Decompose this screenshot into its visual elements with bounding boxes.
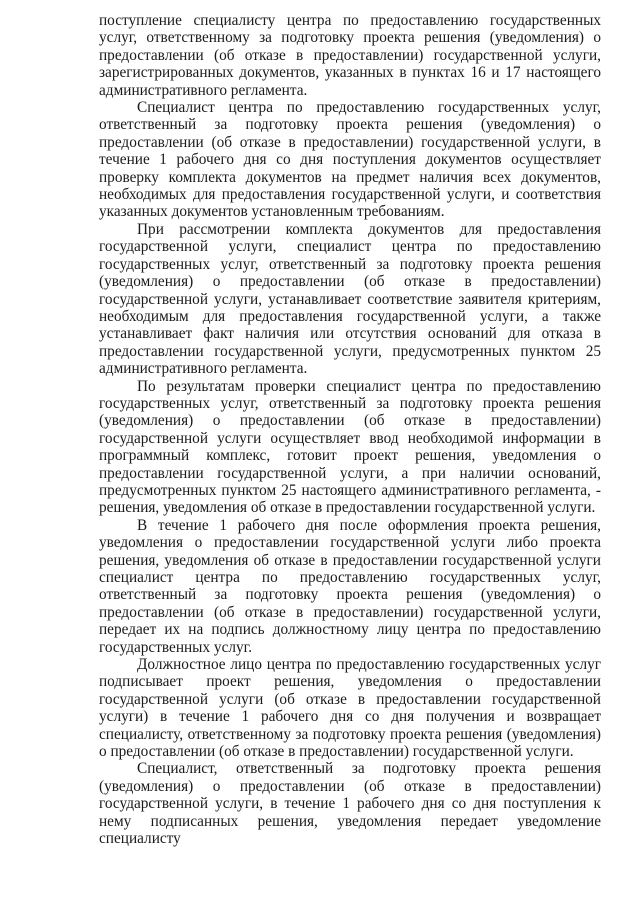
document-body [99,12,601,848]
paragraph-official-signs: Должностное лицо центра по предоставлению государственных услуг подписывает проект решения, уведомления о предоставлении государственной услуги (об отказе в предоставлении государственной услуги) в течение 1 рабочего дня со дня получения и возвращает специалисту, ответственному за подготовку проекта решения (уведомления) о предоставлении (об отказе в предоставлении) государственной услуги. [99,656,601,761]
paragraph-document-check: Специалист центра по предоставлению государственных услуг, ответственный за подготовку проекта решения (уведомления) о предоставлении (об отказе в предоставлении) государственной услуги, в течение 1 рабочего дня со дня поступления документов осуществляет проверку комплекта документов на предмет наличия всех документов, необходимых для предоставления государственной услуги, и соответствия указанных документов установленным требованиям. [99,99,601,221]
paragraph-notification-transfer: Специалист, ответственный за подготовку проекта решения (уведомления) о предоставлении (об отказе в предоставлении) государственной услуги, в течение 1 рабочего дня со дня поступления к нему подписанных решения, уведомления передает уведомление специалисту [99,760,601,848]
paragraph-signature-transfer: В течение 1 рабочего дня после оформления проекта решения, уведомления о предоставлении государственной услуги либо проекта решения, уведомления об отказе в предоставлении государственной услуги специалист центра по предоставлению государственных услуг, ответственный за подготовку проекта решения (уведомления) о предоставлении (об отказе в предоставлении) государственной услуги, передает их на подпись должностному лицу центра по предоставлению государственных услуг. [99,516,601,656]
paragraph-applicant-criteria: При рассмотрении комплекта документов для предоставления государственной услуги, специалист центра по предоставлению государственных услуг, ответственный за подготовку проекта решения (уведомления) о предоставлении (об отказе в предоставлении) государственной услуги, устанавливает соответствие заявителя критериям, необходимым для предоставления государственной услуги, а также устанавливает факт наличия или отсутствия оснований для отказа в предоставлении государственной услуги, предусмотренных пунктом 25 административного регламента. [99,220,601,378]
paragraph-continuation: поступление специалисту центра по предоставлению государственных услуг, ответственному за подготовку проекта решения (уведомления) о предоставлении (об отказе в предоставлении) государственной услуги, зарегистрированных документов, указанных в пунктах 16 и 17 настоящего административного регламента. [99,12,601,99]
paragraph-verification-results: По результатам проверки специалист центра по предоставлению государственных услуг, ответственный за подготовку проекта решения (уведомления) о предоставлении (об отказе в предоставлении) государственной услуги осуществляет ввод необходимой информации в программный комплекс, готовит проект решения, уведомления о предоставлении государственной услуги, а при наличии оснований, предусмотренных пунктом 25 настоящего административного регламента, - решения, уведомления об отказе в предоставлении государственной услуги. [99,377,601,517]
